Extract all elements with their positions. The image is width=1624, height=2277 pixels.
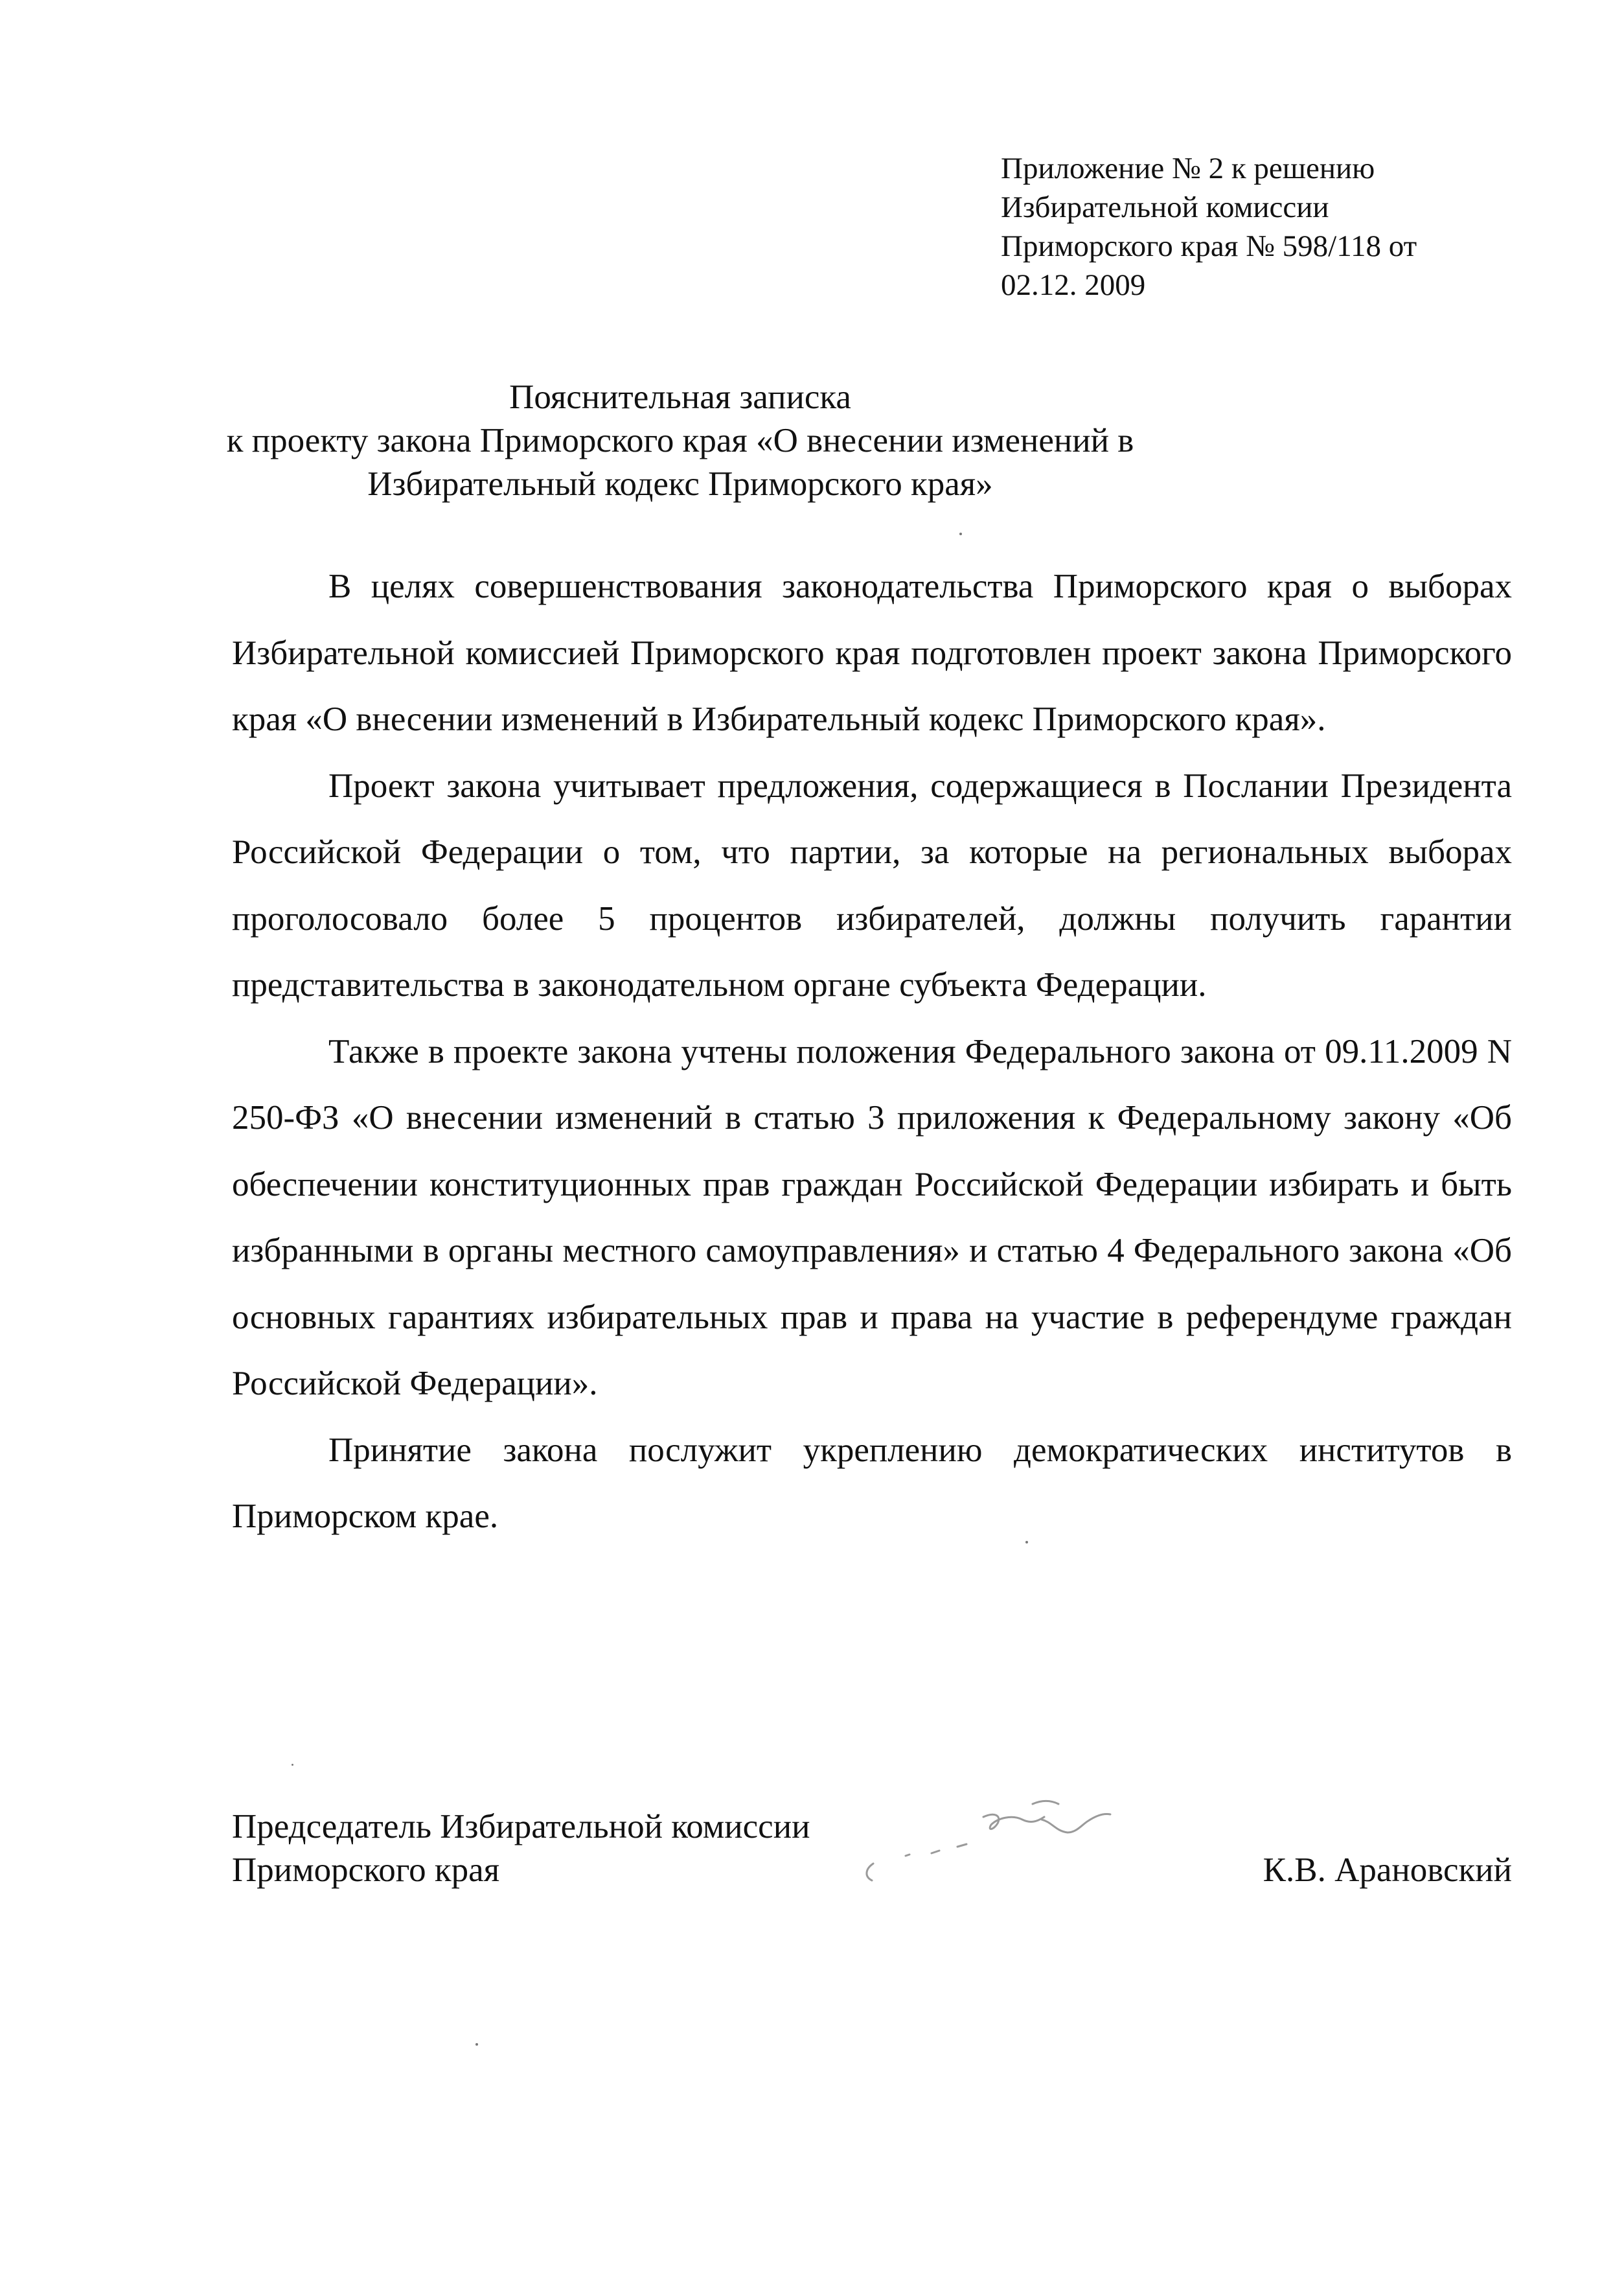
document-body (232, 553, 1512, 1550)
signatory-position (232, 1805, 810, 1892)
appendix-line: Избирательной комиссии (1001, 191, 1329, 224)
appendix-line: Приморского края № 598/118 от (1001, 229, 1417, 263)
document-title (194, 376, 1166, 506)
appendix-line: 02.12. 2009 (1001, 268, 1146, 302)
body-paragraph: В целях совершенствования законодательства Приморского края о выборах Избирательной комиссией Приморского края подготовлен проект закона Приморского края «О внесении изменений в Избирательный кодекс Приморского края». (232, 568, 1512, 738)
appendix-line: Приложение № 2 к решению (1001, 152, 1375, 185)
signature-block (232, 1805, 1512, 1902)
scan-speck (959, 533, 962, 535)
body-paragraph: Принятие закона послужит укреплению демократических институтов в Приморском крае. (232, 1431, 1512, 1535)
body-paragraph: Проект закона учитывает предложения, содержащиеся в Послании Президента Российской Федерации о том, что партии, за которые на региональных выборах проголосовало более 5 процентов избирателей, должны получить гарантии представительства в законодательном органе субъекта Федерации. (232, 767, 1512, 1004)
scan-speck (1025, 1541, 1028, 1543)
scan-speck (475, 2043, 478, 2046)
signatory-position-line: Председатель Избирательной комиссии (232, 1808, 810, 1845)
signatory-name: К.В. Арановский (1263, 1851, 1512, 1889)
body-paragraph: Также в проекте закона учтены положения Федерального закона от 09.11.2009 N 250-ФЗ «О внесении изменений в статью 3 приложения к Федеральному закону «Об обеспечении конституционных прав граждан Российской Федерации избирать и быть избранными в органы местного самоуправления» и статью 4 Федерального закона «Об основных гарантиях избирательных прав и права на участие в референдуме граждан Российской Федерации». (232, 1032, 1512, 1402)
scan-speck (292, 1764, 293, 1766)
title-line: Избирательный кодекс Приморского края» (367, 465, 993, 503)
title-line: Пояснительная записка (509, 378, 851, 416)
appendix-header (1001, 149, 1519, 305)
title-line: к проекту закона Приморского края «О внесении изменений в (226, 422, 1134, 459)
signatory-position-line: Приморского края (232, 1851, 500, 1889)
handwritten-signature (828, 1786, 1165, 1890)
